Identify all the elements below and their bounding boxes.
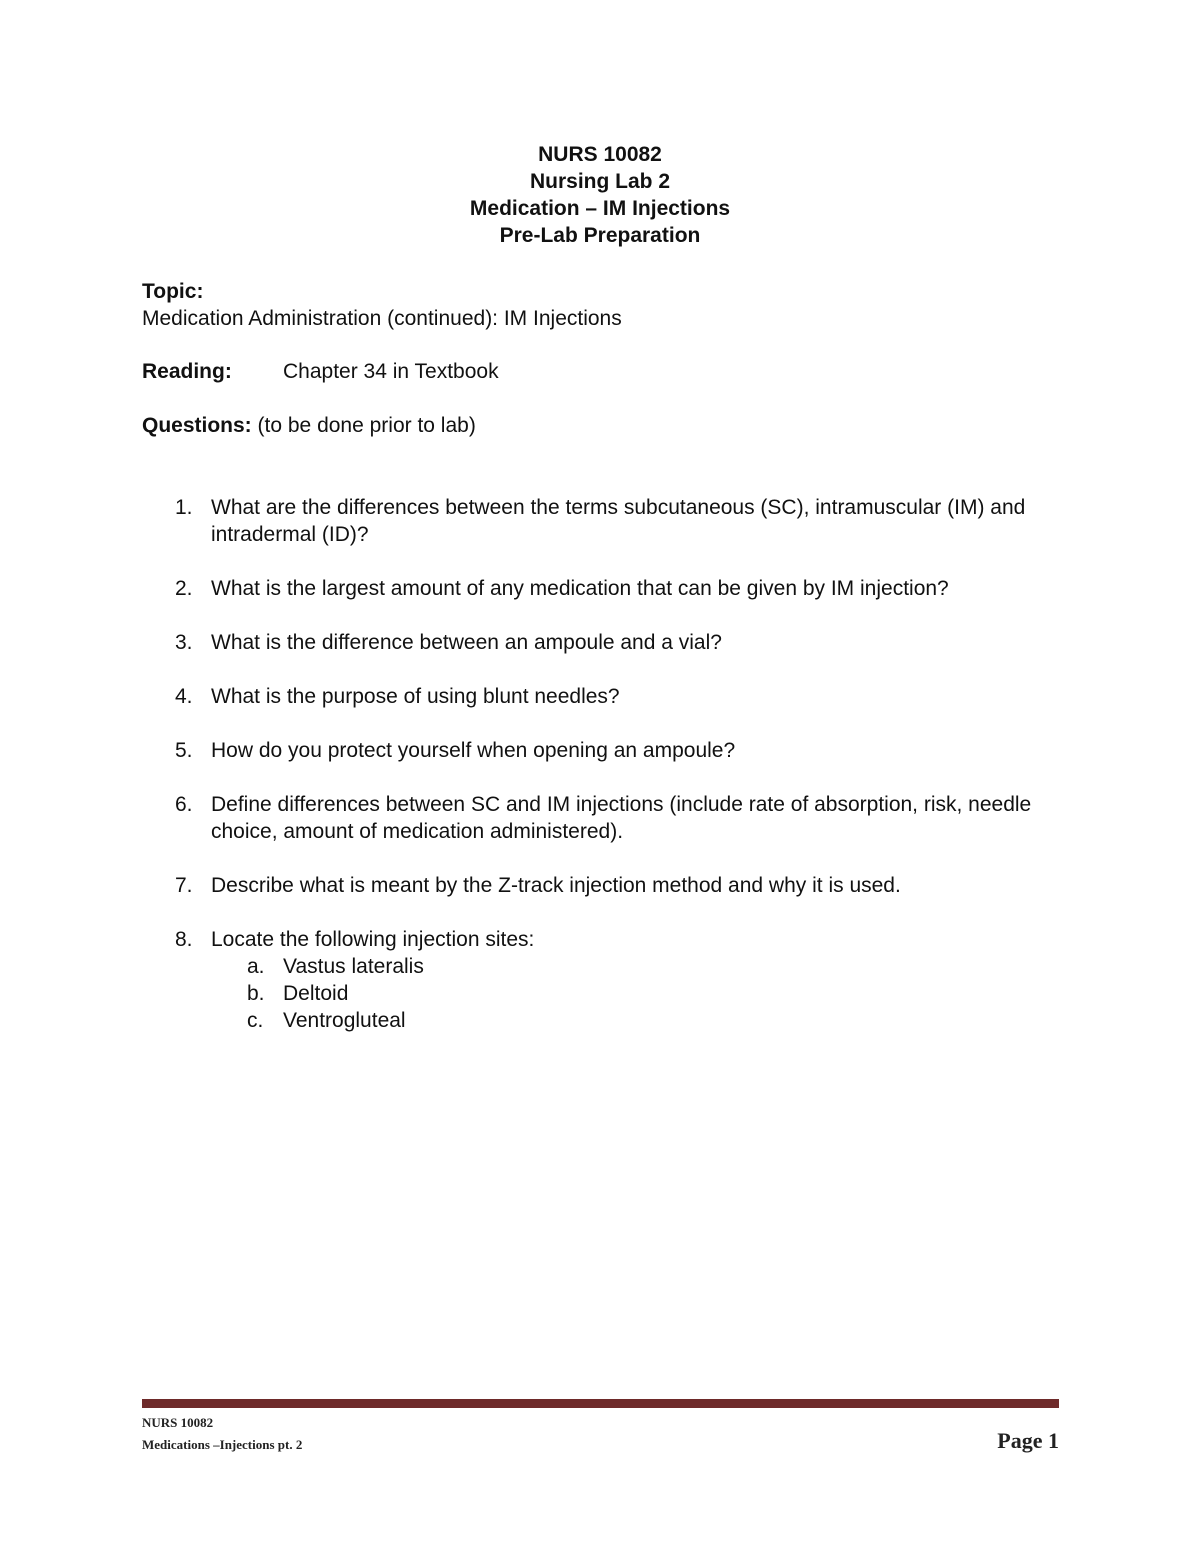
footer-info [142,1412,302,1456]
reading-section [142,358,499,385]
question-text: What are the differences between the terms subcutaneous (SC), intramuscular (IM) and intradermal (ID)? [211,496,1026,546]
sub-item-letter: a. [247,955,265,978]
question-text: Define differences between SC and IM injections (include rate of absorption, risk, needle choice, amount of medication administered). [211,793,1032,843]
title-subject: Medication – IM Injections [469,197,731,220]
questions-label: Questions: [142,414,252,437]
question-item [142,494,1082,548]
topic-text: Medication Administration (continued): IM Injections [142,307,622,330]
question-item [142,926,1082,1034]
sub-item-letter: b. [247,982,265,1005]
title-course-code: NURS 10082 [538,143,662,166]
footer-course: NURS 10082 [142,1415,214,1430]
injection-site-item [211,953,1082,980]
question-text: What is the purpose of using blunt needles? [211,685,620,708]
questions-header [142,412,476,439]
title-heading: Pre-Lab Preparation [499,224,701,247]
injection-site-item [211,980,1082,1007]
sub-item-text: Deltoid [283,982,349,1005]
question-item [142,683,1082,710]
question-text: Locate the following injection sites: [211,928,535,951]
question-text: What is the largest amount of any medication that can be given by IM injection? [211,577,949,600]
reading-label: Reading: [142,360,232,383]
sub-item-text: Ventrogluteal [283,1009,406,1032]
questions-note: (to be done prior to lab) [257,414,476,437]
question-item [142,737,1082,764]
footer-divider [142,1399,1059,1408]
title-lab-name: Nursing Lab 2 [529,170,671,193]
question-item [142,791,1082,845]
question-number: 4. [175,685,193,708]
injection-site-item [211,1007,1082,1034]
question-number: 6. [175,793,193,816]
question-text: How do you protect yourself when opening an ampoule? [211,739,736,762]
sub-item-letter: c. [247,1009,264,1032]
question-text: Describe what is meant by the Z-track injection method and why it is used. [211,874,901,897]
page-number: Page 1 [997,1428,1059,1453]
question-number: 3. [175,631,193,654]
sub-item-text: Vastus lateralis [283,955,424,978]
injection-site-list [211,953,1082,1034]
question-number: 2. [175,577,193,600]
question-number: 8. [175,928,193,951]
question-list [142,494,1082,1061]
question-number: 5. [175,739,193,762]
question-item [142,872,1082,899]
question-number: 1. [175,496,193,519]
reading-text: Chapter 34 in Textbook [283,360,499,383]
question-text: What is the difference between an ampoule and a vial? [211,631,722,654]
document-title [0,141,1200,249]
question-number: 7. [175,874,193,897]
footer-subtitle: Medications –Injections pt. 2 [142,1437,303,1452]
question-item [142,575,1082,602]
topic-label: Topic: [142,280,204,303]
question-item [142,629,1082,656]
